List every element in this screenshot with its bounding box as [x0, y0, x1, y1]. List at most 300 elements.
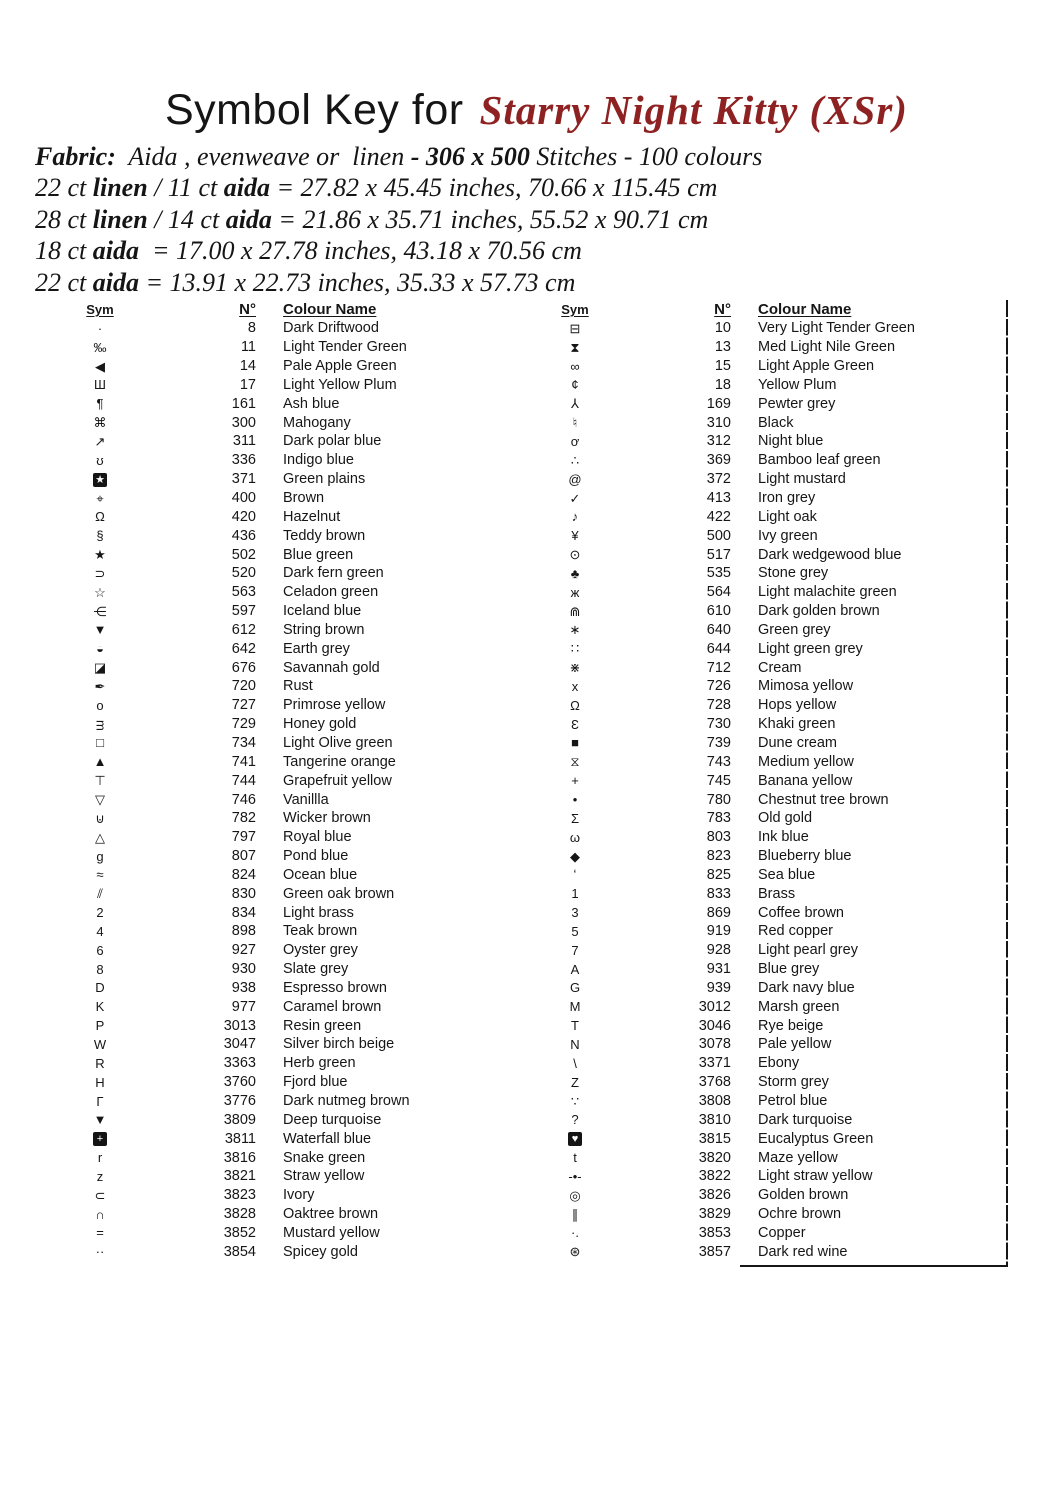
table-row	[60, 602, 490, 621]
symbol-cell: ⋇	[569, 660, 581, 676]
table-row	[535, 997, 990, 1016]
symbol-cell: T	[571, 1018, 579, 1034]
colour-name-cell: Wicker brown	[283, 810, 371, 827]
symbol-cell: ✒	[94, 678, 106, 694]
symbol-cell: x	[571, 678, 579, 694]
number-cell: 597	[231, 603, 256, 620]
colour-name-cell: Honey gold	[283, 716, 357, 733]
colour-name-cell: Golden brown	[758, 1187, 849, 1204]
table-row	[60, 1167, 490, 1186]
number-cell: 744	[231, 772, 256, 789]
colour-name-cell: Dark golden brown	[758, 603, 880, 620]
table-row	[60, 545, 490, 564]
table-row	[60, 507, 490, 526]
number-cell: 931	[706, 961, 731, 978]
fabric-text: 18 ct	[35, 236, 93, 266]
colour-name-cell: Royal blue	[283, 829, 352, 846]
colour-name-cell: Pale Apple Green	[283, 358, 397, 375]
colour-name-cell: Pond blue	[283, 848, 349, 865]
table-row	[535, 1224, 990, 1243]
colour-name-cell: Night blue	[758, 433, 824, 450]
number-cell: 610	[706, 603, 731, 620]
symbol-cell: ⌖	[96, 490, 104, 506]
table-row	[535, 639, 990, 658]
number-cell: 420	[231, 508, 256, 525]
symbol-cell: K	[95, 999, 105, 1015]
colour-name-cell: String brown	[283, 621, 365, 638]
number-cell: 939	[706, 979, 731, 996]
number-cell: 869	[706, 904, 731, 921]
colour-name-cell: Light malachite green	[758, 584, 897, 601]
table-row	[535, 432, 990, 451]
colour-name-cell: Light Tender Green	[283, 339, 407, 356]
colour-name-cell: Light straw yellow	[758, 1168, 873, 1185]
table-row	[60, 432, 490, 451]
table-row	[535, 583, 990, 602]
table-row	[60, 489, 490, 508]
fabric-text: = 17.00 x 27.78 inches, 43.18 x 70.56 cm	[139, 236, 582, 266]
colour-name-cell: Light Olive green	[283, 734, 393, 751]
table-row	[535, 884, 990, 903]
number-cell: 310	[706, 414, 731, 431]
table-row	[535, 715, 990, 734]
number-cell: 372	[706, 471, 731, 488]
colour-name-cell: Cream	[758, 659, 802, 676]
table-row	[60, 1129, 490, 1148]
table-row	[535, 507, 990, 526]
table-row	[60, 828, 490, 847]
symbol-cell: A	[570, 961, 580, 977]
number-cell: 400	[231, 490, 256, 507]
table-row	[535, 1167, 990, 1186]
colour-name-cell: Hazelnut	[283, 508, 341, 525]
colour-name-cell: Ochre brown	[758, 1206, 842, 1223]
symbol-cell: ▼	[93, 622, 107, 638]
table-row	[535, 1035, 990, 1054]
symbol-table-left	[60, 300, 490, 1261]
colour-name-cell: Hops yellow	[758, 697, 837, 714]
table-row	[535, 489, 990, 508]
symbol-cell: ∵	[570, 1093, 580, 1109]
symbol-cell: ◪	[93, 660, 107, 676]
symbol-cell: Σ	[570, 810, 580, 826]
number-cell: 728	[706, 697, 731, 714]
table-row	[60, 413, 490, 432]
colour-name-cell: Storm grey	[758, 1074, 829, 1091]
symbol-cell: Ω	[95, 509, 105, 525]
colour-name-cell: Banana yellow	[758, 772, 853, 789]
number-cell: 741	[231, 753, 256, 770]
symbol-cell: §	[96, 528, 104, 544]
header-colour-name: Colour Name	[283, 301, 377, 318]
number-cell: 422	[706, 508, 731, 525]
table-row	[60, 376, 490, 395]
number-cell: 743	[706, 753, 731, 770]
fabric-line	[35, 204, 762, 235]
table-row	[60, 997, 490, 1016]
symbol-cell: ᴟ	[96, 716, 104, 732]
colour-name-cell: Bamboo leaf green	[758, 452, 881, 469]
number-cell: 3013	[223, 1017, 256, 1034]
number-cell: 10	[714, 320, 731, 337]
table-row	[535, 979, 990, 998]
table-row	[535, 734, 990, 753]
symbol-cell	[535, 1131, 615, 1146]
table-row	[535, 790, 990, 809]
number-cell: 730	[706, 716, 731, 733]
number-cell: 436	[231, 527, 256, 544]
symbol-cell: g	[96, 848, 104, 864]
table-row	[535, 1129, 990, 1148]
number-cell: 734	[231, 734, 256, 751]
header-sym: Sym	[86, 302, 114, 317]
number-cell: 3811	[224, 1130, 256, 1147]
colour-name-cell: Deep turquoise	[283, 1111, 382, 1128]
symbol-cell: P	[95, 1018, 105, 1034]
number-cell: 520	[231, 565, 256, 582]
colour-name-cell: Blue grey	[758, 961, 820, 978]
number-cell: 930	[231, 961, 256, 978]
symbol-cell: ∷	[570, 641, 580, 657]
symbol-cell: ↗	[94, 433, 106, 449]
symbol-cell: ʻ	[573, 867, 577, 883]
number-cell: 797	[231, 829, 256, 846]
symbol-cell	[60, 1131, 140, 1146]
colour-name-cell: Black	[758, 414, 794, 431]
number-cell: 3047	[223, 1036, 256, 1053]
table-header-row	[535, 300, 990, 319]
symbol-cell: ◒	[96, 641, 104, 657]
symbol-cell: ⌘	[93, 415, 107, 431]
table-row	[60, 1242, 490, 1261]
number-cell: 834	[231, 904, 256, 921]
number-cell: 807	[231, 848, 256, 865]
page-border-bottom-line	[740, 1265, 1008, 1267]
number-cell: 640	[706, 621, 731, 638]
inverse-symbol: +	[93, 1132, 107, 1146]
number-cell: 3852	[223, 1224, 256, 1241]
symbol-cell: R	[95, 1055, 105, 1071]
number-cell: 729	[231, 716, 256, 733]
table-row	[60, 1148, 490, 1167]
table-row	[60, 564, 490, 583]
colour-name-cell: Rye beige	[758, 1017, 824, 1034]
number-cell: 3816	[223, 1149, 256, 1166]
symbol-cell: +	[571, 773, 579, 789]
table-row	[535, 1186, 990, 1205]
number-cell: 745	[706, 772, 731, 789]
symbol-cell: •	[572, 792, 578, 808]
symbol-cell: N	[570, 1036, 580, 1052]
table-row	[535, 1054, 990, 1073]
colour-name-cell: Marsh green	[758, 998, 840, 1015]
page-title	[165, 86, 908, 135]
colour-name-cell: Red copper	[758, 923, 833, 940]
colour-name-cell: Dark Driftwood	[283, 320, 379, 337]
colour-name-cell: Ocean blue	[283, 866, 358, 883]
colour-name-cell: Waterfall blue	[283, 1130, 372, 1147]
colour-name-cell: Mahogany	[283, 414, 351, 431]
symbol-cell: ơ	[570, 433, 580, 449]
table-header-row	[60, 300, 490, 319]
colour-name-cell: Herb green	[283, 1055, 356, 1072]
symbol-cell: ◆	[570, 848, 580, 864]
table-row	[60, 696, 490, 715]
symbol-cell: Ɛ	[571, 716, 579, 732]
colour-name-cell: Khaki green	[758, 716, 836, 733]
fabric-text: 28 ct	[35, 204, 93, 234]
symbol-cell: 7	[571, 942, 579, 958]
fabric-text: Stitches - 100 colours	[529, 142, 763, 171]
table-row	[535, 357, 990, 376]
symbol-cell: ☆	[94, 584, 106, 600]
number-cell: 3823	[223, 1187, 256, 1204]
number-cell: 17	[239, 376, 256, 393]
symbol-cell: 6	[96, 942, 104, 958]
table-row	[535, 752, 990, 771]
colour-name-cell: Dark turquoise	[758, 1111, 853, 1128]
colour-name-cell: Light green grey	[758, 640, 863, 657]
colour-name-cell: Dark nutmeg brown	[283, 1093, 410, 1110]
fabric-text: = 13.91 x 22.73 inches, 35.33 x 57.73 cm	[139, 267, 576, 297]
fabric-text: / 11 ct	[147, 173, 224, 203]
colour-name-cell: Oaktree brown	[283, 1206, 379, 1223]
number-cell: 336	[231, 452, 256, 469]
table-row	[60, 583, 490, 602]
title-pattern-name: Starry Night Kitty (XSr)	[479, 87, 908, 133]
symbol-cell: ж	[570, 584, 580, 600]
table-row	[535, 865, 990, 884]
symbol-cell: =	[96, 1225, 104, 1241]
number-cell: 783	[706, 810, 731, 827]
number-cell: 8	[247, 320, 256, 337]
number-cell: 746	[231, 791, 256, 808]
fabric-text: / 14 ct	[147, 204, 226, 234]
table-row	[60, 922, 490, 941]
symbol-cell: ★	[94, 547, 106, 563]
number-cell: 500	[706, 527, 731, 544]
number-cell: 919	[706, 923, 731, 940]
colour-name-cell: Chestnut tree brown	[758, 791, 889, 808]
symbol-cell: Ω	[570, 697, 580, 713]
symbol-cell: ∗	[569, 622, 581, 638]
symbol-cell: H	[95, 1074, 105, 1090]
symbol-cell: ··	[95, 1244, 105, 1260]
number-cell: 782	[231, 810, 256, 827]
symbol-cell: ⫽	[97, 886, 103, 902]
symbol-cell: □	[96, 735, 104, 751]
colour-name-cell: Stone grey	[758, 565, 829, 582]
number-cell: 3363	[223, 1055, 256, 1072]
number-cell: 977	[231, 998, 256, 1015]
fabric-line	[35, 172, 762, 203]
symbol-cell: ✓	[569, 490, 581, 506]
symbol-cell: \	[573, 1055, 577, 1071]
table-row	[60, 677, 490, 696]
colour-name-cell: Blueberry blue	[758, 848, 852, 865]
colour-name-cell: Light brass	[283, 904, 354, 921]
number-cell: 720	[231, 678, 256, 695]
symbol-cell: △	[95, 829, 105, 845]
table-row	[535, 922, 990, 941]
symbol-cell: ∞	[570, 358, 580, 374]
inverse-symbol: ♥	[568, 1132, 582, 1146]
number-cell: 3822	[698, 1168, 731, 1185]
fabric-info-block	[35, 141, 762, 298]
colour-name-cell: Spicey gold	[283, 1243, 358, 1260]
table-row	[60, 319, 490, 338]
symbol-cell: -•-	[568, 1168, 582, 1184]
symbol-cell: Z	[571, 1074, 579, 1090]
table-row	[535, 1205, 990, 1224]
symbol-cell: ⊍	[95, 810, 105, 826]
table-row	[535, 809, 990, 828]
number-cell: 15	[714, 358, 731, 375]
table-row	[535, 376, 990, 395]
table-row	[60, 809, 490, 828]
fabric-text: = 21.86 x 35.71 inches, 55.52 x 90.71 cm	[271, 204, 709, 234]
fabric-line	[35, 267, 762, 298]
inverse-symbol: ★	[93, 473, 107, 487]
number-cell: 161	[231, 395, 256, 412]
symbol-cell: ·.	[571, 1225, 579, 1241]
number-cell: 564	[706, 584, 731, 601]
table-row	[535, 1148, 990, 1167]
number-cell: 312	[706, 433, 731, 450]
symbol-cell: ▲	[93, 754, 107, 770]
symbol-cell	[60, 472, 140, 487]
symbol-cell: ≈	[96, 867, 104, 883]
colour-name-cell: Sea blue	[758, 866, 816, 883]
symbol-cell: ◀	[95, 358, 105, 374]
header-colour-name: Colour Name	[758, 301, 852, 318]
table-row	[60, 903, 490, 922]
table-row	[535, 1110, 990, 1129]
number-cell: 823	[706, 848, 731, 865]
fabric-text: aida	[225, 204, 272, 234]
colour-name-cell: Dark wedgewood blue	[758, 546, 902, 563]
symbol-table-right	[535, 300, 990, 1261]
colour-name-cell: Light Apple Green	[758, 358, 875, 375]
table-row	[535, 903, 990, 922]
colour-name-cell: Old gold	[758, 810, 813, 827]
table-row	[60, 526, 490, 545]
colour-name-cell: Espresso brown	[283, 979, 387, 996]
colour-name-cell: Very Light Tender Green	[758, 320, 915, 337]
table-row	[535, 319, 990, 338]
header-number: N°	[239, 301, 256, 318]
table-row	[535, 677, 990, 696]
colour-name-cell: Ebony	[758, 1055, 800, 1072]
number-cell: 3809	[223, 1111, 256, 1128]
header-number: N°	[714, 301, 731, 318]
fabric-text: 22 ct	[35, 267, 93, 297]
number-cell: 927	[231, 942, 256, 959]
table-row	[535, 1016, 990, 1035]
colour-name-cell: Ivy green	[758, 527, 818, 544]
table-row	[60, 1224, 490, 1243]
number-cell: 3078	[698, 1036, 731, 1053]
table-row	[535, 847, 990, 866]
table-row	[60, 884, 490, 903]
number-cell: 676	[231, 659, 256, 676]
table-row	[60, 1016, 490, 1035]
number-cell: 3815	[698, 1130, 731, 1147]
number-cell: 712	[706, 659, 731, 676]
table-row	[60, 451, 490, 470]
colour-name-cell: Tangerine orange	[283, 753, 396, 770]
table-row	[535, 545, 990, 564]
colour-name-cell: Dark navy blue	[758, 979, 855, 996]
table-row	[535, 1092, 990, 1111]
page-border-right-line	[1006, 300, 1008, 1267]
colour-name-cell: Teak brown	[283, 923, 358, 940]
number-cell: 563	[231, 584, 256, 601]
colour-name-cell: Light pearl grey	[758, 942, 858, 959]
table-row	[60, 1110, 490, 1129]
table-row	[60, 847, 490, 866]
symbol-cell: ⊛	[569, 1244, 581, 1260]
symbol-cell: ⋲	[93, 603, 107, 619]
table-row	[60, 639, 490, 658]
number-cell: 3046	[698, 1017, 731, 1034]
number-cell: 3854	[223, 1243, 256, 1260]
title-prefix: Symbol Key for	[165, 86, 464, 134]
number-cell: 3012	[698, 998, 731, 1015]
number-cell: 642	[231, 640, 256, 657]
colour-name-cell: Brown	[283, 490, 325, 507]
number-cell: 612	[231, 621, 256, 638]
number-cell: 413	[706, 490, 731, 507]
number-cell: 18	[714, 376, 731, 393]
table-row	[535, 828, 990, 847]
colour-name-cell: Mustard yellow	[283, 1224, 380, 1241]
symbol-cell: ¥	[571, 528, 579, 544]
table-row	[535, 1242, 990, 1261]
colour-name-cell: Vanillla	[283, 791, 329, 808]
colour-name-cell: Snake green	[283, 1149, 366, 1166]
table-row	[60, 470, 490, 489]
symbol-cell: ⋒	[569, 603, 581, 619]
number-cell: 3776	[223, 1093, 256, 1110]
symbol-cell: ?	[571, 1112, 579, 1128]
colour-name-cell: Dark polar blue	[283, 433, 382, 450]
table-row	[60, 394, 490, 413]
number-cell: 3760	[223, 1074, 256, 1091]
number-cell: 726	[706, 678, 731, 695]
fabric-text: Aida , evenweave or linen	[115, 142, 411, 171]
fabric-text: aida	[92, 236, 139, 266]
symbol-cell: ∩	[95, 1206, 105, 1222]
number-cell: 3810	[698, 1111, 731, 1128]
table-row	[60, 338, 490, 357]
table-row	[60, 1073, 490, 1092]
colour-name-cell: Ink blue	[758, 829, 809, 846]
fabric-text: - 306 x 500	[410, 142, 530, 171]
table-row	[535, 621, 990, 640]
symbol-cell: M	[569, 999, 581, 1015]
table-row	[535, 960, 990, 979]
colour-name-cell: Primrose yellow	[283, 697, 386, 714]
number-cell: 311	[232, 433, 256, 450]
symbol-cell: ▽	[95, 792, 105, 808]
symbol-cell: Ш	[94, 377, 106, 393]
colour-name-cell: Pewter grey	[758, 395, 836, 412]
number-cell: 13	[714, 339, 731, 356]
number-cell: 3829	[698, 1206, 731, 1223]
colour-name-cell: Dark fern green	[283, 565, 384, 582]
colour-name-cell: Green grey	[758, 621, 831, 638]
